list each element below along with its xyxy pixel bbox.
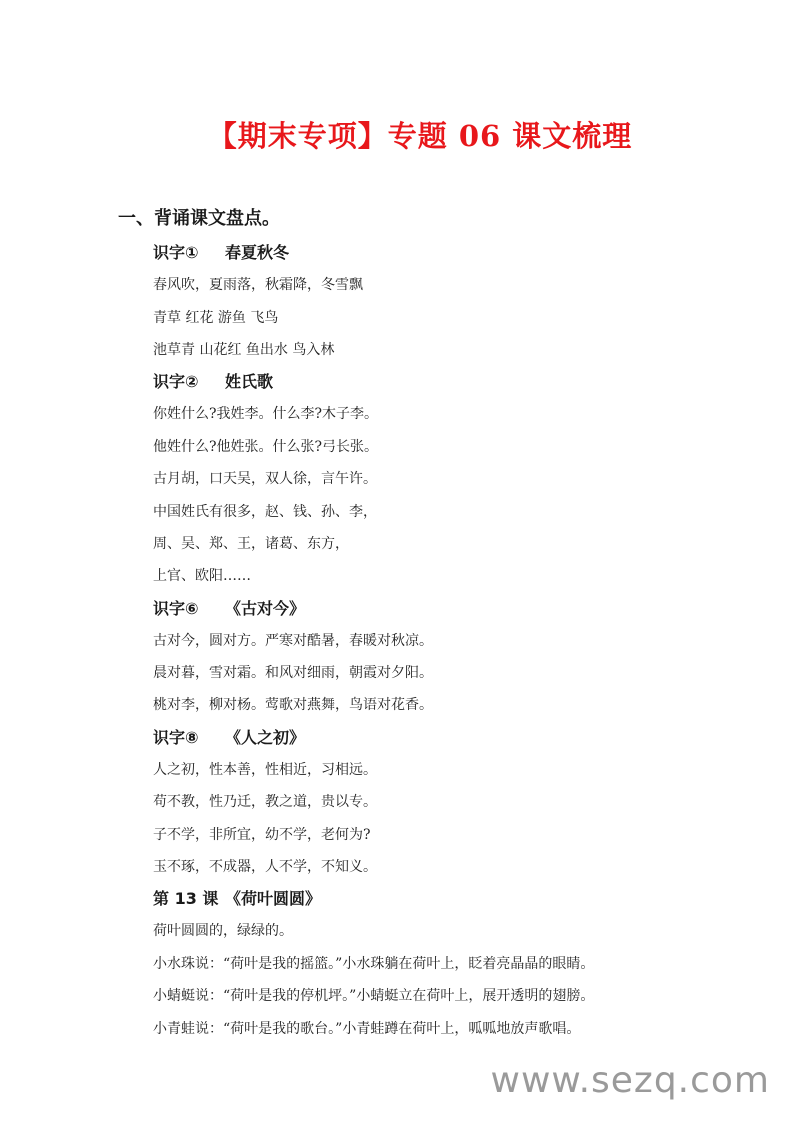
page-title: 【期末专项】专题 06 课文梳理	[207, 119, 633, 153]
text-line: 中国姓氏有很多，赵、钱、孙、李，	[153, 503, 377, 520]
text-block-ancient-vs-modern	[153, 593, 753, 722]
text-line: 子不学，非所宜，幼不学，老何为?	[153, 826, 371, 843]
text-line: 古对今，圆对方。严寒对酷暑，春暖对秋凉。	[153, 632, 433, 649]
block-title	[153, 722, 753, 754]
lesson-label: 第 13 课	[153, 889, 219, 909]
text-line: 青草 红花 游鱼 飞鸟	[153, 309, 279, 326]
section-heading: 一、背诵课文盘点。	[118, 208, 280, 229]
lesson-name: 姓氏歌	[225, 372, 274, 392]
block-title	[153, 883, 753, 915]
lesson-label: 识字⑧	[153, 727, 199, 747]
block-title	[153, 593, 753, 625]
site-watermark: www.sezq.com	[490, 1060, 770, 1101]
text-block-round-lotus-leaf	[153, 883, 753, 1045]
text-line: 小水珠说：“荷叶是我的摇篮。”小水珠躺在荷叶上，眨着亮晶晶的眼睛。	[153, 955, 595, 972]
recitation-content	[153, 237, 753, 1045]
lesson-name: 春夏秋冬	[225, 243, 290, 262]
text-line: 小青蛙说：“荷叶是我的歌台。”小青蛙蹲在荷叶上，呱呱地放声歌唱。	[153, 1020, 581, 1037]
block-title	[153, 366, 753, 398]
lesson-name: 《古对今》	[225, 598, 306, 618]
text-line: 古月胡，口天吴，双人徐，言午许。	[153, 471, 377, 488]
text-block-spring-summer-autumn-winter	[153, 237, 753, 366]
text-line: 上官、欧阳……	[153, 568, 251, 585]
text-line: 周、吴、郑、王，诸葛、东方，	[153, 535, 349, 552]
lesson-name: 《人之初》	[225, 727, 306, 747]
text-line: 桃对李，柳对杨。莺歌对燕舞，鸟语对花香。	[153, 697, 433, 714]
text-line: 荷叶圆圆的，绿绿的。	[153, 923, 293, 940]
text-line: 苟不教，性乃迁，教之道，贵以专。	[153, 794, 377, 811]
text-line: 小蜻蜓说：“荷叶是我的停机坪。”小蜻蜓立在荷叶上，展开透明的翅膀。	[153, 988, 595, 1005]
text-line: 池草青 山花红 鱼出水 鸟入林	[153, 341, 335, 358]
text-line: 你姓什么?我姓李。什么李?木子李。	[153, 406, 379, 423]
text-line: 人之初，性本善，性相近，习相远。	[153, 761, 377, 778]
text-line: 玉不琢，不成器，人不学，不知义。	[153, 859, 377, 876]
lesson-name: 《荷叶圆圆》	[225, 889, 322, 909]
text-line: 春风吹，夏雨落，秋霜降，冬雪飘	[153, 277, 363, 294]
lesson-label: 识字⑥	[153, 598, 199, 618]
text-line: 晨对暮，雪对霜。和风对细雨，朝霞对夕阳。	[153, 665, 433, 682]
text-line: 他姓什么?他姓张。什么张?弓长张。	[153, 438, 379, 455]
lesson-label: 识字①	[153, 243, 199, 262]
lesson-label: 识字②	[153, 372, 199, 392]
block-title	[153, 237, 753, 269]
text-block-surname-song	[153, 366, 753, 592]
text-block-three-character-classic	[153, 722, 753, 884]
